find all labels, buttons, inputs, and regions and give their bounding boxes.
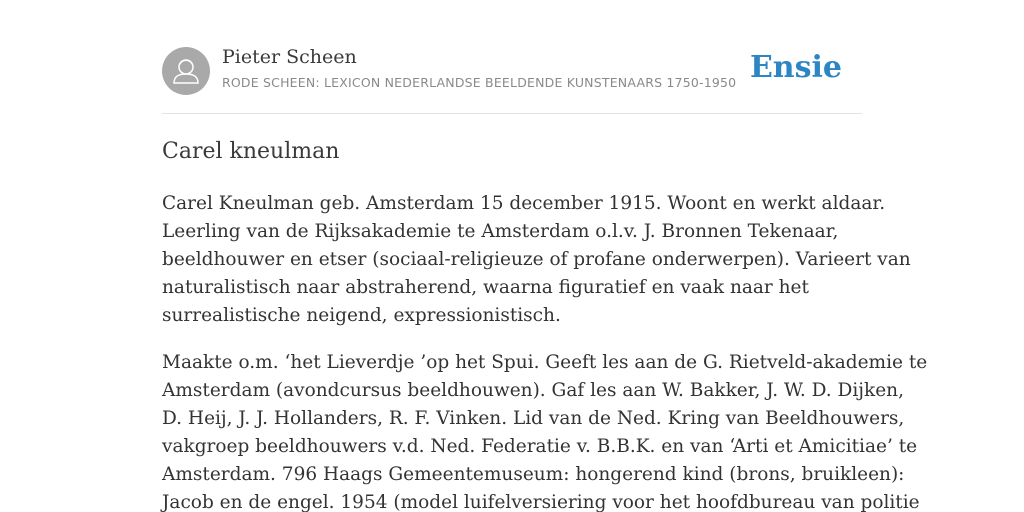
article-title: Carel kneulman	[162, 139, 340, 164]
paragraph	[162, 190, 911, 330]
text-line: Carel Kneulman geb. Amsterdam 15 december 1915. Woont en werkt aldaar.	[162, 193, 886, 214]
text-line: naturalistisch naar abstraherend, waarna figuratief en vaak naar het	[162, 277, 809, 298]
text-line: D. Heij, J. J. Hollanders, R. F. Vinken. Lid van de Ned. Kring van Beeldhouwers,	[162, 408, 905, 429]
brand-logo[interactable]: Ensie	[749, 50, 842, 85]
text-line: Amsterdam. 796 Haags Gemeentemuseum: hongerend kind (brons, bruikleen):	[162, 464, 905, 485]
person-outline-icon	[162, 47, 210, 95]
source-publication[interactable]: RODE SCHEEN: LEXICON NEDERLANDSE BEELDENDE KUNSTENAARS 1750-1950	[222, 75, 737, 90]
header-divider	[162, 113, 862, 114]
paragraph	[162, 349, 928, 512]
author-name[interactable]: Pieter Scheen	[222, 46, 357, 68]
text-line: vakgroep beeldhouwers v.d. Ned. Federatie v. B.B.K. en van ‘Arti et Amicitiae’ te	[162, 436, 918, 457]
article-body	[162, 190, 928, 512]
text-line: Leerling van de Rijksakademie te Amsterdam o.l.v. J. Bronnen Tekenaar,	[162, 221, 839, 242]
user-avatar-icon[interactable]	[162, 47, 210, 95]
article-header	[162, 46, 862, 96]
text-line: Maakte o.m. ‘het Lieverdje ’op het Spui. Geeft les aan de G. Rietveld-akademie te	[162, 352, 928, 373]
text-line: Jacob en de engel. 1954 (model luifelversiering voor het hoofdbureau van politie	[162, 492, 920, 512]
text-line: Amsterdam (avondcursus beeldhouwen). Gaf les aan W. Bakker, J. W. D. Dijken,	[162, 380, 904, 401]
text-line: surrealistische neigend, expressionistisch.	[162, 305, 561, 326]
text-line: beeldhouwer en etser (sociaal-religieuze of profane onderwerpen). Varieert van	[162, 249, 911, 270]
